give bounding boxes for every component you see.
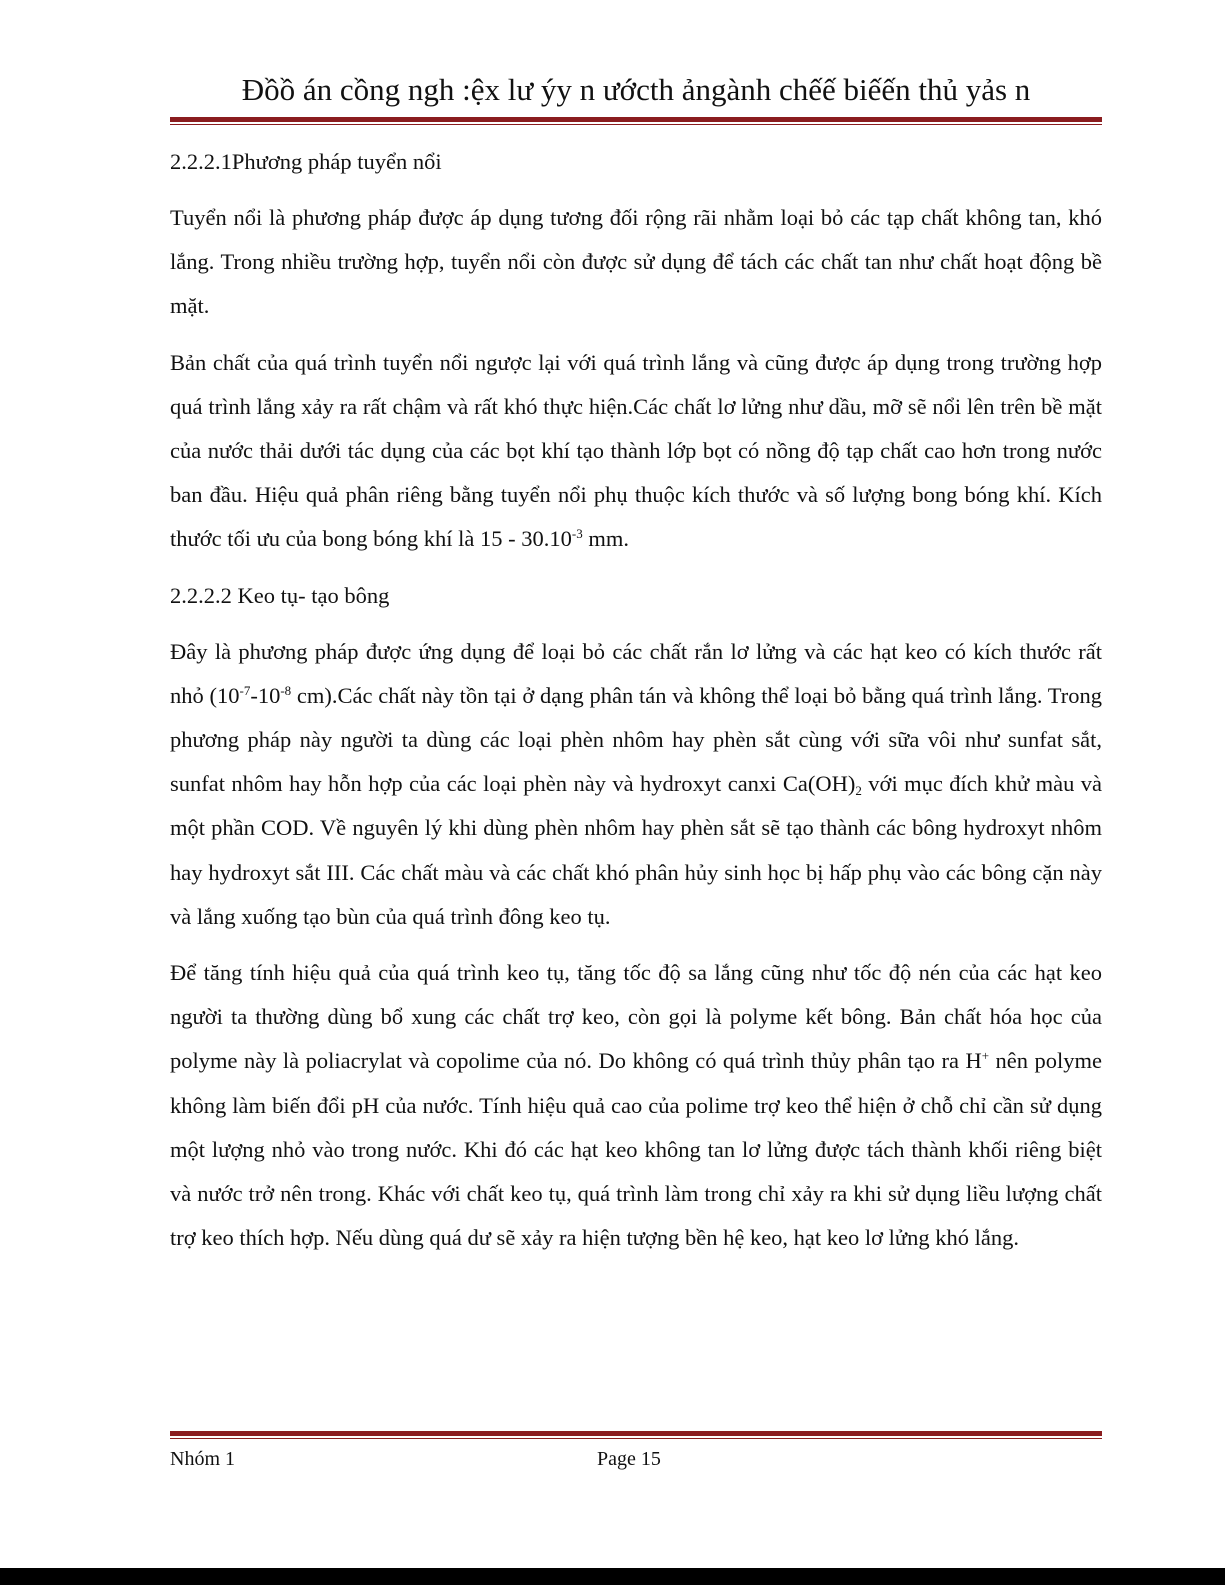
document-body — [170, 140, 1102, 1260]
text-run: Đây là phương pháp được ứng dụng để loại bỏ các chất rắn lơ lửng và các hạt keo có kích thước rất nhỏ (10 — [170, 638, 1102, 708]
footer-rule-thin — [170, 1438, 1102, 1439]
text-run: Để tăng tính hiệu quả của quá trình keo tụ, tăng tốc độ sa lắng cũng như tốc độ nén của các hạt keo người ta thường dùng bổ xung các chất trợ keo, còn gọi là polyme kết bông. Bản chất hóa học của polyme này là poliacrylat và copolime của nó. Do không có quá trình thủy phân tạo ra H — [170, 960, 1102, 1074]
exponent-superscript: -7 — [239, 682, 251, 698]
text-run: -10 — [250, 682, 281, 708]
section-heading-flotation: 2.2.2.1Phương pháp tuyển nổi — [170, 149, 442, 174]
chemical-subscript: 2 — [855, 783, 862, 799]
text-run: nên polyme không làm biến đổi pH của nước. Tính hiệu quả cao của polime trợ keo thể hiện ở chỗ chỉ cần sử dụng một lượng nhỏ vào trong nước. Khi đó các hạt keo không tan lơ lửng được tách thành khối riêng biệt và nước trở nên trong. Khác với chất keo tụ, quá trình làm trong chỉ xảy ra khi sử dụng liều lượng chất trợ keo thích hợp. Nếu dùng quá dư sẽ xảy ra hiện tượng bền hệ keo, hạt keo lơ lửng khó lắng. — [170, 1048, 1103, 1251]
header-rule-thick — [170, 117, 1102, 122]
ion-superscript: + — [981, 1048, 990, 1064]
text-run: với mục đích khử màu và một phần COD. Về nguyên lý khi dùng phèn nhôm hay phèn sắt sẽ tạo thành các bông hydroxyt nhôm hay hydroxyt sắt III. Các chất màu và các chất khó phân hủy sinh học bị hấp phụ vào các bông cặn này và lắng xuống tạo bùn của quá trình đông keo tụ. — [170, 771, 1103, 929]
paragraph-flotation-nature-unit: mm. — [582, 526, 629, 552]
paragraph-flotation-nature — [170, 341, 1102, 562]
header-rule-thin — [170, 124, 1102, 125]
paragraph-coagulation-method — [170, 630, 1102, 939]
exponent-superscript: -8 — [280, 682, 292, 698]
paragraph-flotation-nature-text: Bản chất của quá trình tuyển nổi ngược lại với quá trình lắng và cũng được áp dụng trong trường hợp quá trình lắng xảy ra rất chậm và rất khó thực hiện.Các chất lơ lửng như dầu, mỡ sẽ nổi lên trên bề mặt của nước thải dưới tác dụng của các bọt khí tạo thành lớp bọt có nồng độ tạp chất cao hơn trong nước ban đầu. Hiệu quả phân riêng bằng tuyển nổi phụ thuộc kích thước và số lượng bong bóng khí. Kích thước tối ưu của bong bóng khí là 15 - 30.10 — [170, 349, 1102, 552]
section-heading-coagulation: 2.2.2.2 Keo tụ- tạo bông — [170, 582, 390, 608]
page-header-title: Đồồ án cồng ngh :ệx lư ýy n ướcth ảngành chếế biếến thủ yảs n — [241, 72, 1031, 107]
footer-rule-thick — [170, 1431, 1102, 1436]
paragraph-coagulant-aids — [170, 951, 1102, 1260]
footer-group-label: Nhóm 1 — [170, 1448, 235, 1470]
footer-page-number: Page 15 — [597, 1448, 661, 1470]
exponent-superscript: -3 — [571, 526, 583, 542]
text-run: cm).Các chất này tồn tại ở dạng phân tán và không thể loại bỏ bằng quá trình lắng. Trong phương pháp này người ta dùng các loại phèn nhôm hay phèn sắt cùng với sữa vôi như sunfat sắt, sunfat nhôm hay hỗn hợp của các loại phèn này và hydroxyt canxi Ca(OH) — [170, 682, 1102, 797]
paragraph-flotation-intro: Tuyển nổi là phương pháp được áp dụng tương đối rộng rãi nhằm loại bỏ các tạp chất không tan, khó lắng. Trong nhiều trường hợp, tuyển nổi còn được sử dụng để tách các chất tan như chất hoạt động bề mặt. — [170, 205, 1102, 319]
bottom-black-bar — [0, 1568, 1225, 1585]
